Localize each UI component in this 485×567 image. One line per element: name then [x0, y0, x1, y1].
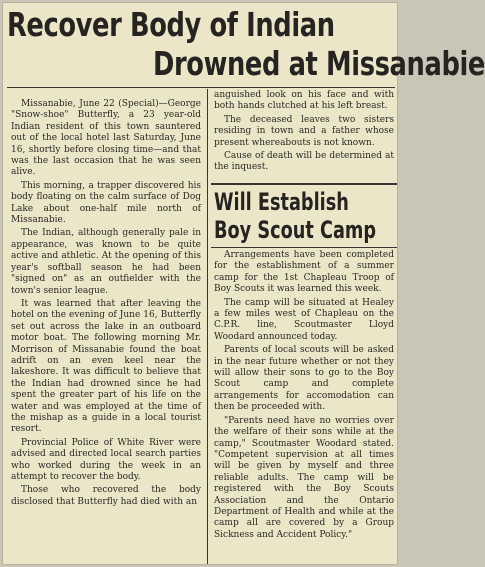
article-body-continued	[214, 90, 394, 174]
subhead-line-2: Boy Scout Camp	[214, 216, 377, 244]
article-body-left	[11, 99, 201, 508]
paragraph: "Parents need have no worries over the welfare of their sons while at the camp," Scoutmaster Woodard stated. "Competent supervision at all times will be given by myself and three reliable adults. The camp will be registered with the Boy Scouts Association and the Ontario Department of Health and while at the camp all are covered by a Group Sickness and Accident Policy."	[214, 415, 394, 540]
paragraph: Missanabie, June 22 (Special)—George "Snow-shoe" Butterfly, a 23 year-old Indian resident of this town sauntered out of the local hotel last Saturday, June 16, shortly before closing time—and that was the last occasion that he was seen alive.	[11, 99, 201, 178]
subhead-line-1: Will Establish	[214, 188, 349, 216]
paragraph: Provincial Police of White River were advised and directed local search parties who worked during the week in an attempt to recover the body.	[11, 437, 201, 482]
paragraph: The camp will be situated at Healey a few miles west of Chapleau on the C.P.R. line, Scoutmaster Lloyd Woodard announced today.	[214, 297, 394, 342]
column-divider	[207, 89, 208, 564]
paragraph: Parents of local scouts will be asked in the near future whether or not they will allow their sons to go to the Boy Scout camp and complete arrangements for accomodation can then be proceeded with.	[214, 345, 394, 413]
paragraph: Arrangements have been completed for the establishment of a summer camp for the 1st Chapleau Troop of Boy Scouts it was learned this week.	[214, 250, 394, 295]
paragraph: The deceased leaves two sisters residing in town and a father whose present whereabouts is not known.	[214, 114, 394, 148]
paragraph: The Indian, although generally pale in appearance, was known to be quite active and athletic. At the opening of this year's softball season he had been "signed on" as an outfielder with the town's senior league.	[11, 228, 201, 296]
headline-rule	[7, 87, 395, 88]
scout-article-body	[214, 250, 394, 541]
paragraph: anguished look on his face and with both hands clutched at his left breast.	[214, 90, 394, 112]
newspaper-clipping	[2, 2, 485, 565]
paragraph: Those who recovered the body disclosed that Butterfly had died with an	[11, 485, 201, 507]
paragraph: Cause of death will be determined at the inquest.	[214, 151, 394, 173]
headline-line-2: Drowned at Missanabie	[153, 44, 485, 83]
paragraph: This morning, a trapper discovered his body floating on the calm surface of Dog Lake about one-half mile north of Missanabie.	[11, 180, 201, 226]
paragraph: It was learned that after leaving the hotel on the evening of June 16, Butterfly set out across the lake in an outboard motor boat. The following morning Mr. Morrison of Missanabie found the boat adrift on an even keel near the lakeshore. It was difficult to believe that the Indian had drowned since he had spent the greater part of his life on the water and was employed at the time of the mishap as a guide in a local tourist resort.	[11, 298, 201, 435]
subhead-rule-bottom	[211, 247, 397, 248]
subhead-rule-top	[211, 183, 397, 185]
headline-line-1: Recover Body of Indian	[7, 5, 335, 44]
